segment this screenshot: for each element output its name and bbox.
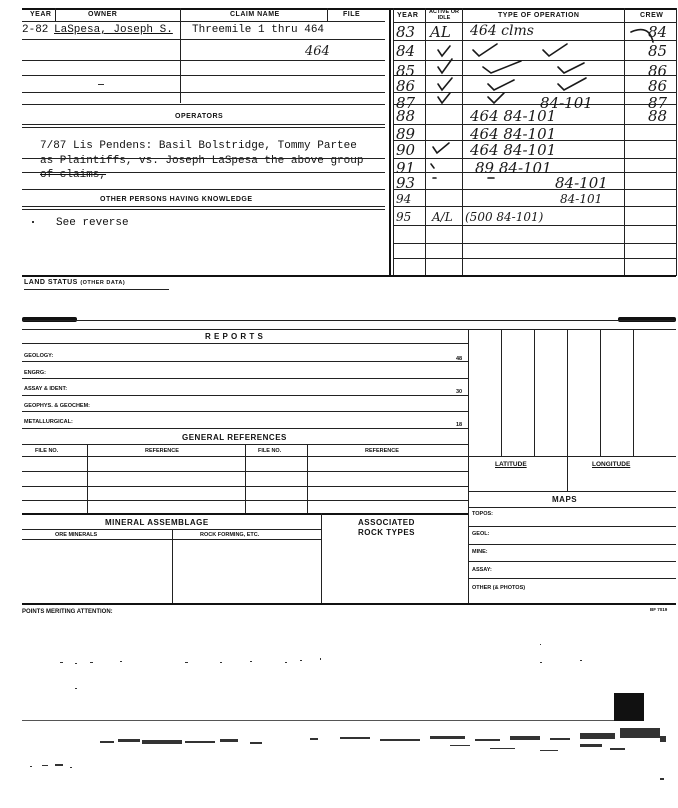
row-rule <box>22 361 468 362</box>
log-row-type: 84-101 <box>560 192 603 206</box>
report-geology-num: 48 <box>456 356 463 362</box>
section-rule <box>22 209 385 210</box>
col-divider <box>55 8 56 22</box>
log-row-year: 89 <box>396 125 416 143</box>
row-rule <box>393 243 676 244</box>
report-metallurgical-num: 18 <box>456 422 463 428</box>
assoc-line-2: ROCK TYPES <box>358 528 416 537</box>
land-status-text: LAND STATUS <box>24 279 78 286</box>
land-status-label <box>24 279 125 286</box>
col-divider <box>172 529 173 603</box>
log-row-active: A/L <box>432 210 453 224</box>
log-row-year: 85 <box>396 62 416 80</box>
reports-heading: R E P O R T S <box>205 332 264 341</box>
ref-col-file-no-2: FILE NO. <box>258 448 282 454</box>
header-rule <box>22 21 385 22</box>
log-row-year: 94 <box>396 192 412 206</box>
row-rule <box>22 172 385 173</box>
col-divider <box>676 8 677 276</box>
log-row-year: 88 <box>396 107 416 125</box>
row-rule <box>22 343 468 344</box>
col-year-header: YEAR <box>30 11 52 18</box>
grid-line <box>468 578 676 579</box>
row-rule <box>22 104 385 105</box>
assoc-line-1: ASSOCIATED <box>358 518 415 527</box>
row-rule <box>22 395 468 396</box>
log-row-crew: 87 <box>648 94 668 112</box>
operators-heading: OPERATORS <box>175 113 224 120</box>
grid-line <box>468 507 676 508</box>
section-rule <box>22 124 385 125</box>
general-references-heading: GENERAL REFERENCES <box>182 433 287 442</box>
maps-mine: MINE: <box>472 549 488 555</box>
row-rule <box>393 225 676 226</box>
grid-line <box>468 491 676 492</box>
section-rule <box>22 603 676 605</box>
row-rule <box>22 428 468 429</box>
points-label: POINTS MERITING ATTENTION: <box>22 609 113 615</box>
col-divider <box>180 8 181 103</box>
ref-col-reference-2: REFERENCE <box>365 448 399 454</box>
top-rule <box>22 329 676 330</box>
log-row-crew: 86 <box>648 77 668 95</box>
log-year-header: YEAR <box>397 12 419 19</box>
top-rule <box>22 320 676 321</box>
col-owner-header: OWNER <box>88 11 118 18</box>
grid-line <box>600 329 601 456</box>
top-border <box>22 8 676 10</box>
maps-heading: MAPS <box>552 495 578 504</box>
grid-line <box>468 526 676 527</box>
log-row-year: 93 <box>396 174 416 192</box>
log-row-year: 91 <box>396 159 416 177</box>
log-row-type: 464 84-101 <box>470 125 557 143</box>
operators-line-3: of claims, <box>40 169 107 181</box>
handwritten-marks <box>393 22 676 222</box>
log-row-year: 95 <box>396 210 412 224</box>
report-engrg-label: ENGRG: <box>24 370 46 376</box>
log-row-year: 86 <box>396 77 416 95</box>
log-row-year: 90 <box>396 141 416 159</box>
log-row-type: 84-101 <box>540 94 593 112</box>
col-divider <box>307 444 308 513</box>
dash-mark <box>98 84 104 85</box>
form-number: BF 7019 <box>650 607 668 612</box>
grid-line <box>468 456 676 457</box>
maps-assay: ASSAY: <box>472 567 492 573</box>
grid-line <box>567 329 568 492</box>
col-file-header: FILE <box>343 11 361 18</box>
log-row-year: 84 <box>396 42 416 60</box>
grid-line <box>633 329 634 456</box>
row-rule <box>22 378 468 379</box>
section-rule <box>22 127 385 128</box>
row1-year: 2-82 <box>22 24 49 36</box>
log-row-crew: 84 <box>648 23 668 41</box>
longitude-label: LONGITUDE <box>592 461 631 468</box>
knowledge-text: See reverse <box>56 217 129 229</box>
mineral-col-ore: ORE MINERALS <box>55 532 98 538</box>
bullet <box>32 221 34 223</box>
grid-line <box>501 329 502 456</box>
ref-col-file-no: FILE NO. <box>35 448 59 454</box>
log-active-header: ACTIVE OR IDLE <box>429 9 459 21</box>
maps-topos: TOPOS: <box>472 511 493 517</box>
row-rule <box>22 411 468 412</box>
report-geology-label: GEOLOGY: <box>24 353 54 359</box>
log-row-year: 83 <box>396 23 416 41</box>
row-rule <box>393 258 676 259</box>
operators-line-1: 7/87 Lis Pendens: Basil Bolstridge, Tommy Partee <box>40 140 357 152</box>
report-assay-label: ASSAY & IDENT: <box>24 386 68 392</box>
row-rule <box>22 60 385 61</box>
latitude-label: LATITUDE <box>495 461 527 468</box>
log-row-crew: 88 <box>648 107 668 125</box>
col-divider <box>245 444 246 513</box>
row1-owner: LaSpesa, Joseph S. <box>54 24 173 36</box>
top-table-bottom-border <box>22 275 676 277</box>
grid-line <box>468 544 676 545</box>
log-row-type: 89 84-101 <box>475 159 552 177</box>
report-metallurgical-label: METALLURGICAL: <box>24 419 73 425</box>
knowledge-heading: OTHER PERSONS HAVING KNOWLEDGE <box>100 196 253 203</box>
row-rule <box>22 75 385 76</box>
log-row-year: 87 <box>396 94 416 112</box>
maps-geol: GEOL: <box>472 531 490 537</box>
operators-line-2: as Plaintiffs, vs. Joseph LaSpesa the above group <box>40 155 364 167</box>
row-rule <box>22 189 385 190</box>
log-row-type: 84-101 <box>555 174 608 192</box>
scan-noise <box>20 640 670 790</box>
col-divider <box>327 8 328 22</box>
row-rule <box>22 92 385 93</box>
grid-line <box>534 329 535 456</box>
log-row-active: AL <box>430 23 451 41</box>
log-row-type: (500 84-101) <box>465 210 544 224</box>
col-claim-name-header: CLAIM NAME <box>230 11 280 18</box>
mineral-heading: MINERAL ASSEMBLAGE <box>105 518 209 527</box>
ref-col-reference: REFERENCE <box>145 448 179 454</box>
log-crew-header: CREW <box>640 12 664 19</box>
row1-annotation: 464 <box>305 44 330 59</box>
log-left-border <box>389 8 391 276</box>
underline <box>24 289 169 290</box>
maps-other: OTHER (& PHOTOS) <box>472 585 526 591</box>
section-rule <box>22 513 468 515</box>
grid-line <box>468 561 676 562</box>
row-rule <box>22 39 385 40</box>
col-divider <box>87 444 88 513</box>
log-row-type: 464 84-101 <box>470 107 557 125</box>
log-row-type: 464 clms <box>470 23 534 39</box>
row1-claim-name: Threemile 1 thru 464 <box>192 24 325 36</box>
report-assay-num: 30 <box>456 389 463 395</box>
log-row-type: 464 84-101 <box>470 141 557 159</box>
section-rule <box>22 206 385 207</box>
row-rule <box>22 158 385 159</box>
mineral-col-rock: ROCK FORMING, ETC. <box>200 532 260 538</box>
report-geophys-label: GEOPHYS. & GEOCHEM: <box>24 403 91 409</box>
log-row-crew: 85 <box>648 42 668 60</box>
log-row-crew: 86 <box>648 62 668 80</box>
col-divider <box>321 513 322 603</box>
log-type-header: TYPE OF OPERATION <box>498 12 580 19</box>
land-status-sub: (OTHER DATA) <box>80 280 126 286</box>
